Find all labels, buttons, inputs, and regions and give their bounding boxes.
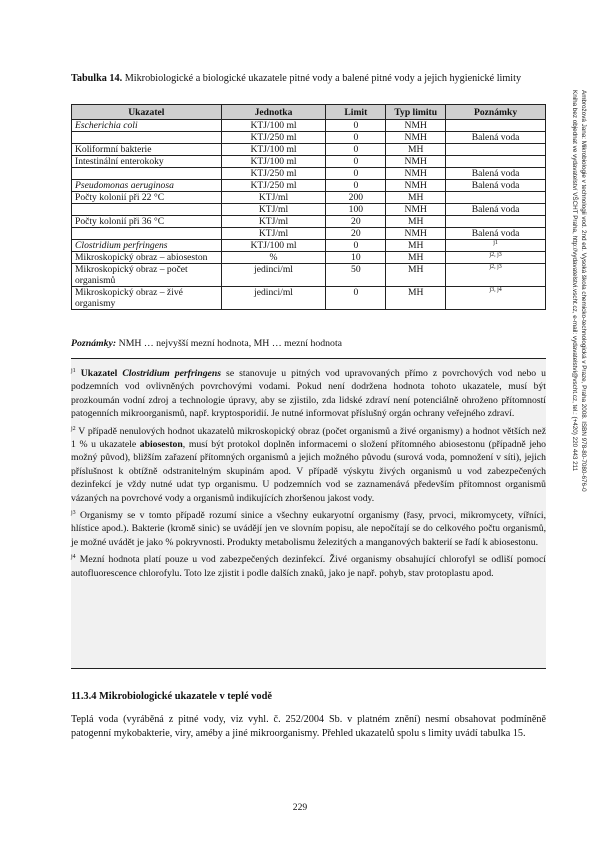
limit-cell: 0 — [326, 168, 386, 180]
footnote — [71, 509, 546, 549]
footnote — [71, 553, 546, 580]
footnote-ref: j2, j3 — [489, 251, 502, 258]
footnote-text: se stanovuje u pitných vod upravovaných přímo z povrchových vod nebo u podzemních vod ovlivněných povrchovými vodami. Pokud není dodržena hodnota tohoto ukazatele, musí být prozkoumán vodní zdroj a technologie úpravy, aby se zjistilo, zda lidské zdraví není potenciálně ohroženo přítomností patogenních mikroorganismů, např. kryptosporidií. Je nutné informovat příslušný orgán ochrany veřejného zdraví. — [71, 368, 547, 420]
footnote-ref: j2, j3 — [489, 263, 502, 270]
limit-cell: 0 — [326, 240, 386, 252]
table-row — [72, 120, 546, 132]
unit-cell: KTJ/ml — [221, 192, 326, 204]
table-caption-label: Tabulka 14. — [71, 73, 123, 84]
note-cell: Balená voda — [446, 180, 546, 192]
indicator-cell — [72, 132, 222, 144]
limit-type-cell: NMH — [386, 132, 446, 144]
note-cell: Balená voda — [446, 204, 546, 216]
footnote-marker: j1 — [71, 367, 76, 374]
footnote-text: abioseston — [139, 439, 183, 451]
unit-cell: KTJ/250 ml — [221, 168, 326, 180]
footnote-marker: j3 — [71, 509, 76, 516]
header-limit-type: Typ limitu — [386, 105, 446, 120]
legend-text: NMH … nejvyšší mezní hodnota, MH … mezní hodnota — [116, 338, 343, 349]
unit-cell: KTJ/100 ml — [221, 144, 326, 156]
header-indicator: Ukazatel — [72, 105, 222, 120]
unit-cell: % — [221, 252, 326, 264]
limit-cell: 0 — [326, 132, 386, 144]
table-row — [72, 287, 546, 310]
indicator-cell: Pseudomonas aeruginosa — [72, 180, 222, 192]
note-cell — [446, 144, 546, 156]
table-row — [72, 156, 546, 168]
footnote-ref: j3, j4 — [489, 286, 502, 293]
limit-type-cell: MH — [386, 240, 446, 252]
footnote — [71, 425, 546, 505]
footnote-marker: j4 — [71, 554, 76, 561]
table-row — [72, 252, 546, 264]
limit-cell: 0 — [326, 180, 386, 192]
indicator-cell: Mikroskopický obraz – počet organismů — [72, 264, 222, 287]
section-heading: 11.3.4 Mikrobiologické ukazatele v teplé vodě — [71, 691, 272, 702]
limit-type-cell: MH — [386, 144, 446, 156]
note-cell: Balená voda — [446, 168, 546, 180]
side-citation — [557, 90, 587, 650]
table-row — [72, 228, 546, 240]
indicator-cell: Počty kolonií při 36 °C — [72, 216, 222, 228]
limit-cell: 200 — [326, 192, 386, 204]
unit-cell: jedinci/ml — [221, 264, 326, 287]
footnote — [71, 367, 546, 421]
note-cell — [446, 216, 546, 228]
header-unit: Jednotka — [221, 105, 326, 120]
indicator-cell: Intestinální enterokoky — [72, 156, 222, 168]
table-row — [72, 132, 546, 144]
table-row — [72, 204, 546, 216]
limit-type-cell: NMH — [386, 168, 446, 180]
header-limit: Limit — [326, 105, 386, 120]
microbiology-limits-table — [71, 104, 546, 310]
footnotes-box — [71, 358, 546, 669]
indicator-cell: Escherichia coli — [72, 120, 222, 132]
section-paragraph: Teplá voda (vyráběná z pitné vody, viz vyhl. č. 252/2004 Sb. v platném znění) nesmí obsahovat podmíněně patogenní mykobakterie, viry, améby a jiné mikroorganismy. Přehled ukazatelů spolu s limity uvádí tabulka 15. — [71, 714, 546, 739]
limit-cell: 20 — [326, 228, 386, 240]
note-cell: Balená voda — [446, 132, 546, 144]
indicator-cell: Počty kolonií při 22 °C — [72, 192, 222, 204]
indicator-cell: Koliformní bakterie — [72, 144, 222, 156]
limit-type-cell: NMH — [386, 204, 446, 216]
limit-cell: 20 — [326, 216, 386, 228]
limit-cell: 50 — [326, 264, 386, 287]
indicator-cell — [72, 168, 222, 180]
limit-type-cell: NMH — [386, 228, 446, 240]
limit-type-cell: NMH — [386, 120, 446, 132]
indicator-cell: Mikroskopický obraz – živé organismy — [72, 287, 222, 310]
footnote-text: Ukazatel — [80, 368, 123, 379]
limit-cell: 100 — [326, 204, 386, 216]
side-citation-line-1: Ambrožová Jana: Mikrobiologie v technologii vod. 2nd ed. Vysoká škola chemicko-technologická v Praze, Praha 2008. ISBN 978-80-7080-676-0 — [580, 90, 587, 492]
table-body — [72, 120, 546, 310]
table-row — [72, 192, 546, 204]
table-caption-text: Mikrobiologické a biologické ukazatele pitné vody a balené pitné vody a jejich hygienické limity — [122, 73, 522, 84]
limit-type-cell: MH — [386, 287, 446, 310]
header-notes: Poznámky — [446, 105, 546, 120]
indicator-cell — [72, 228, 222, 240]
unit-cell: jedinci/ml — [221, 287, 326, 310]
unit-cell: KTJ/ml — [221, 216, 326, 228]
limit-type-cell: MH — [386, 216, 446, 228]
footnote-text: , musí být protokol doplněn informacemi o složení přítomného abiosestonu (případně jeho možný původ), bližším zařazení přítomných organismů a jejich možného původu (surová voda, pomnožení v síti), jejich příslušnost k obtížně odstranitelným skupinám apod. V případě výskytu živých organismů u vod zabezpečených dezinfekcí je vždy nutné udat typ organismu. U podzemních vod se zaznamenává především přítomnost organismů vázaných na povrchové vody a organismů indikujících zhoršenou jakost vody. — [71, 439, 547, 504]
table-row — [72, 144, 546, 156]
footnote-ref: j1 — [493, 239, 498, 246]
indicator-cell: Clostridium perfringens — [72, 240, 222, 252]
page-number: 229 — [292, 802, 308, 813]
limit-cell: 0 — [326, 287, 386, 310]
note-cell — [446, 156, 546, 168]
table-caption — [71, 72, 546, 86]
table-header-row — [72, 105, 546, 120]
unit-cell: KTJ/250 ml — [221, 180, 326, 192]
limit-cell: 0 — [326, 156, 386, 168]
unit-cell: KTJ/250 ml — [221, 132, 326, 144]
limit-cell: 10 — [326, 252, 386, 264]
table-row — [72, 216, 546, 228]
note-cell — [446, 120, 546, 132]
note-cell — [446, 240, 546, 252]
limit-cell: 0 — [326, 120, 386, 132]
table-row — [72, 180, 546, 192]
note-cell: Balená voda — [446, 228, 546, 240]
footnote-text: Mezní hodnota platí pouze u vod zabezpečených dezinfekcí. Živé organismy obsahující chlorofyl se odliší pomocí autofluorescence chlorofylu. Toto lze zjistit i podle dalších znaků, jako je např. pohyb, stav protoplastu apod. — [71, 554, 546, 579]
table-legend — [71, 338, 546, 349]
limit-cell: 0 — [326, 144, 386, 156]
table-row — [72, 264, 546, 287]
limit-type-cell: NMH — [386, 156, 446, 168]
note-cell — [446, 287, 546, 310]
limit-type-cell: MH — [386, 192, 446, 204]
indicator-cell — [72, 204, 222, 216]
note-cell — [446, 252, 546, 264]
footnote-marker: j2 — [71, 425, 76, 432]
indicator-cell: Mikroskopický obraz – abioseston — [72, 252, 222, 264]
limit-type-cell: MH — [386, 252, 446, 264]
unit-cell: KTJ/ml — [221, 228, 326, 240]
unit-cell: KTJ/100 ml — [221, 156, 326, 168]
side-citation-line-2: Kniha bez objednat ve vydavatelství VŠCHT Praha, http://vydavatelstvi.vscht.cz, e-mail: vydavatelstvi@vscht.cz, tel.: (+420) 220 443 211 — [571, 90, 579, 472]
unit-cell: KTJ/ml — [221, 204, 326, 216]
legend-label: Poznámky: — [71, 338, 117, 349]
limit-type-cell: MH — [386, 264, 446, 287]
note-cell — [446, 192, 546, 204]
footnote-text: V případě nenulových hodnot ukazatelů mikroskopický obraz (počet organismů a živé organismy) a hodnot větších než 1 % u ukazatele — [71, 425, 546, 451]
unit-cell: KTJ/100 ml — [221, 120, 326, 132]
table-row — [72, 168, 546, 180]
footnote-text: Organismy se v tomto případě rozumí sinice a všechny eukaryotní organismy (řasy, prvoci, mikromycety, vířníci, hlístice apod.). Bakterie (kromě sinic) se uvádějí jen ve slovním popisu, ale nepočítají se do celkového počtu organismů, je možné uvádět je jako % pokryvnosti. Produkty metabolismu železitých a manganových bakterií se řadí k abiosestonu. — [71, 510, 546, 548]
footnote-text: Clostridium perfringens — [122, 368, 222, 379]
limit-type-cell: NMH — [386, 180, 446, 192]
unit-cell: KTJ/100 ml — [221, 240, 326, 252]
note-cell — [446, 264, 546, 287]
table-row — [72, 240, 546, 252]
